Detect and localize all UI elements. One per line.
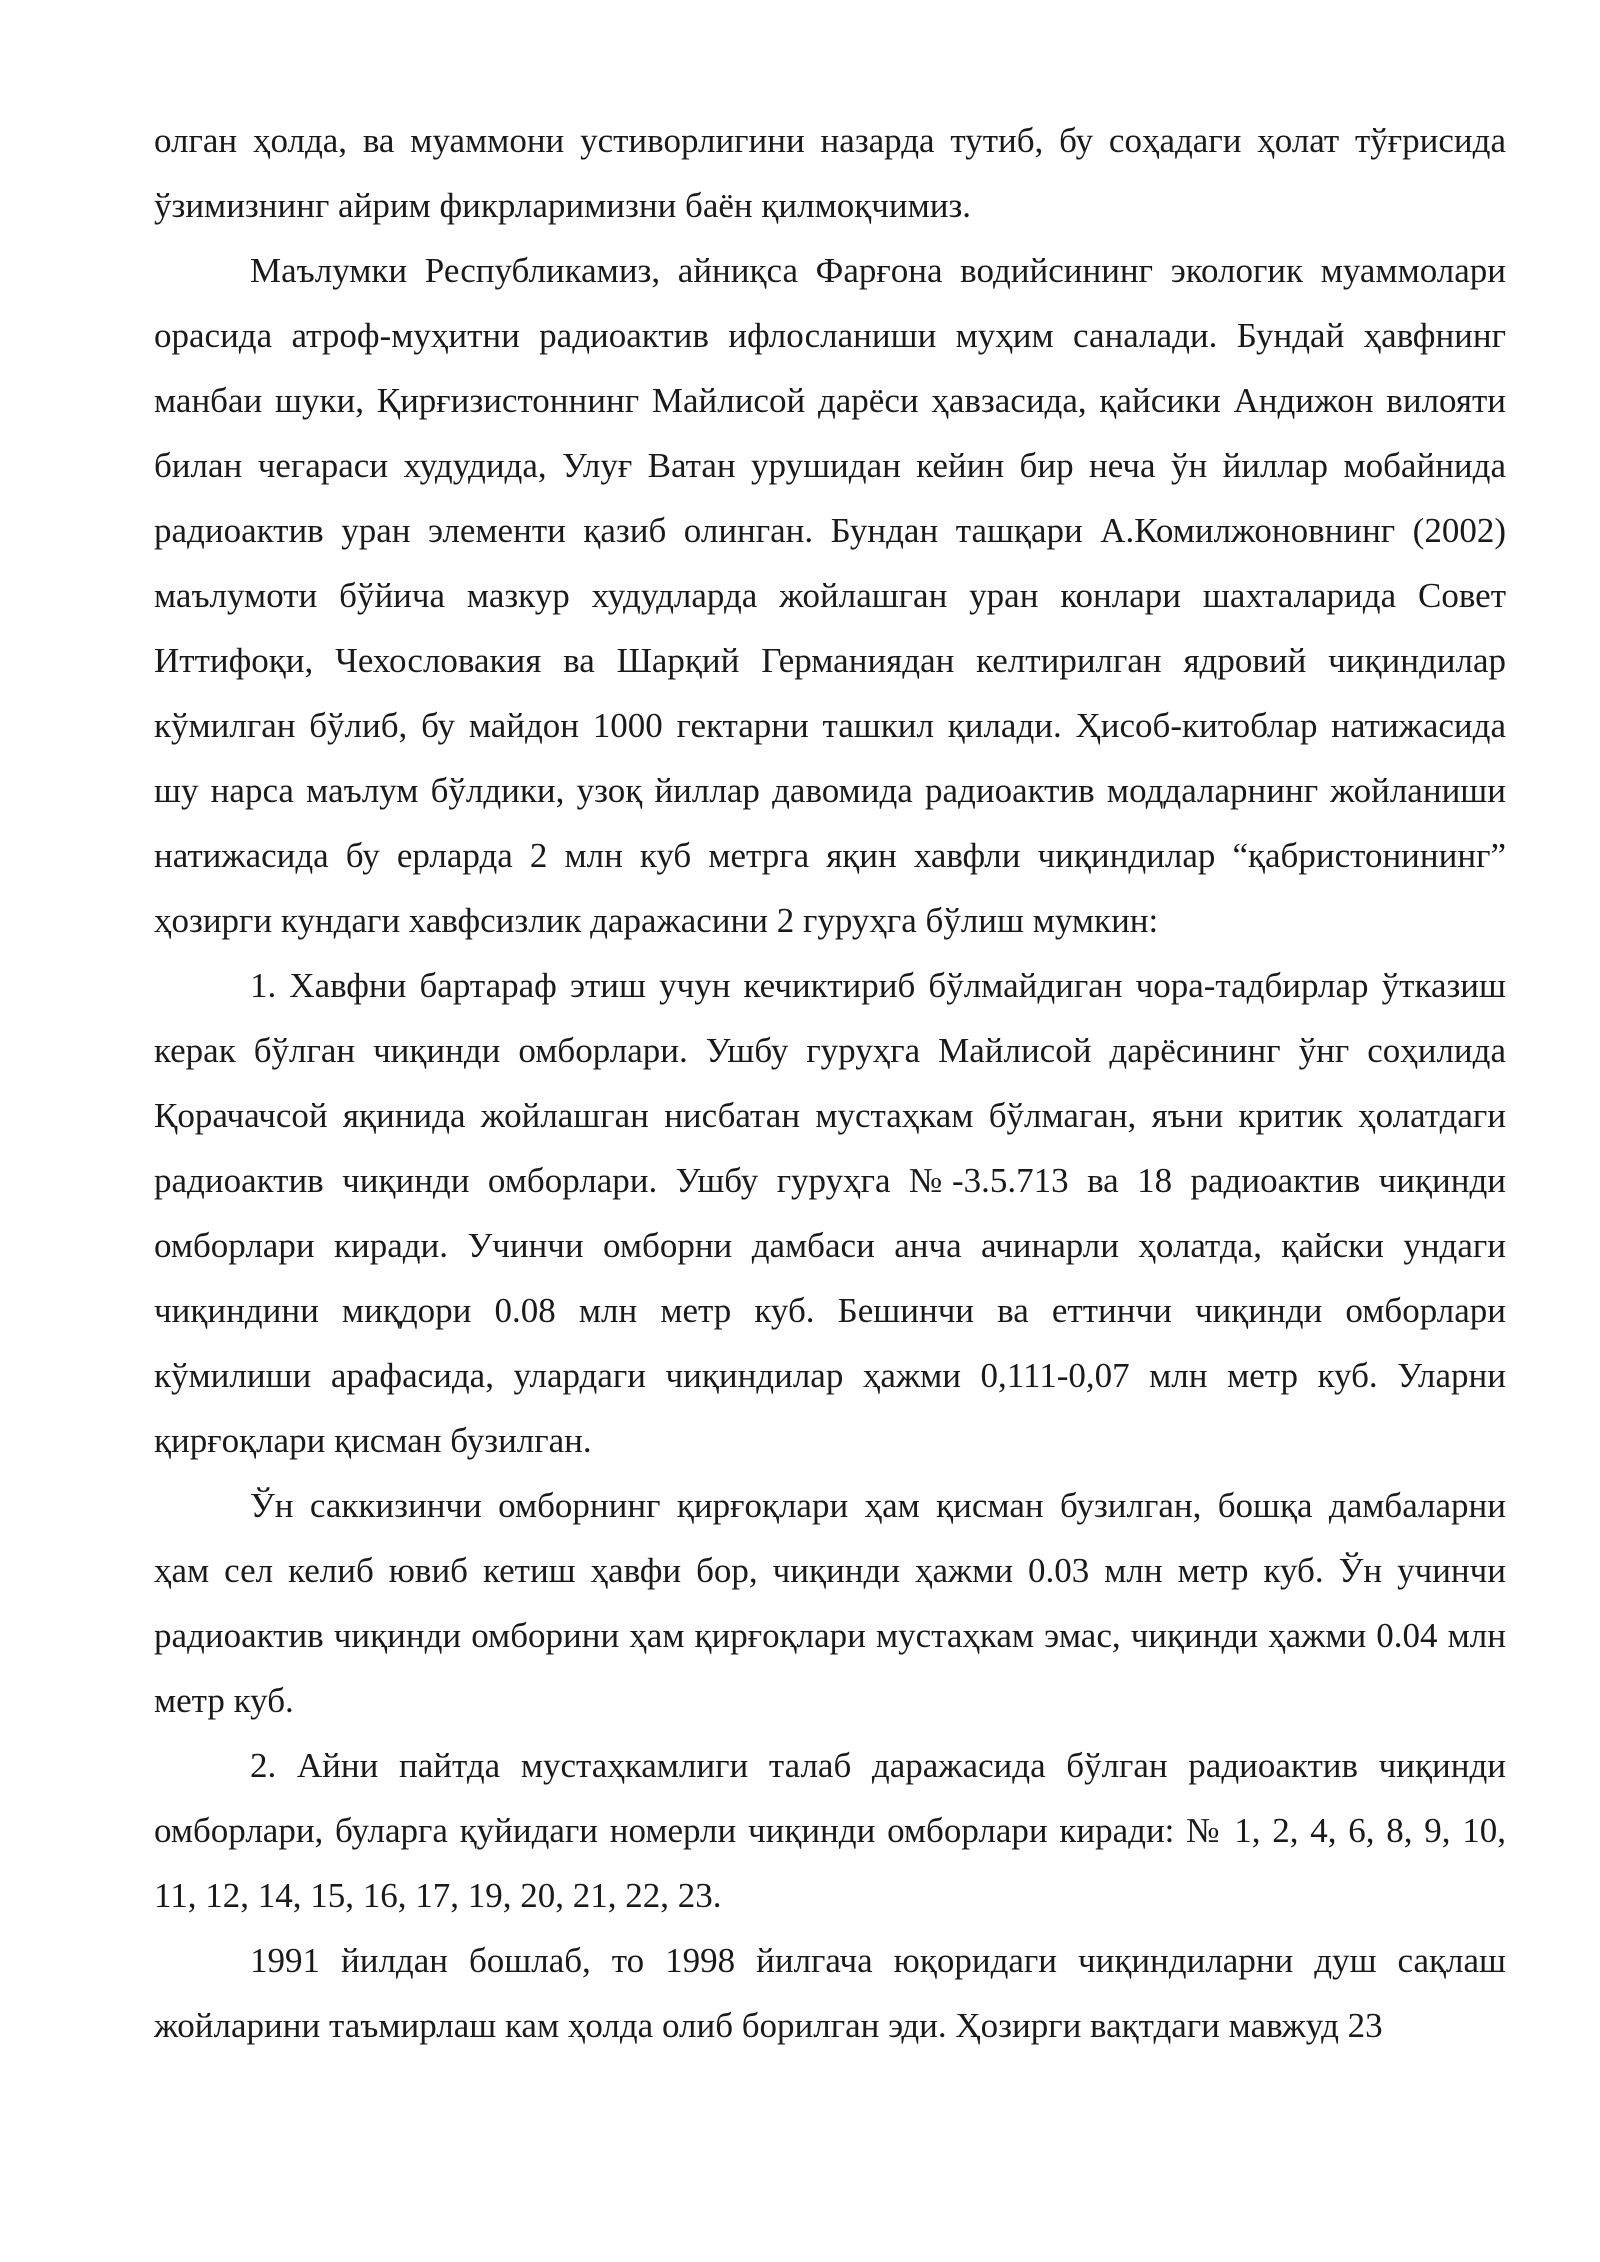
paragraph-eighteenth-storage: Ўн саккизинчи омборнинг қирғоқлари ҳам қисман бузилган, бошқа дамбаларни ҳам сел келиб ювиб кетиш ҳавфи бор, чиқинди ҳажми 0.03 млн метр куб. Ўн учинчи радиоактив чиқинди омборини ҳам қирғоқлари мустаҳкам эмас, чиқинди ҳажми 0.04 млн метр куб. [154, 1486, 1506, 1720]
body-text [154, 108, 1506, 2058]
paragraph-group-one: 1. Хавфни бартараф этиш учун кечиктириб бўлмайдиган чора-тадбирлар ўтказиш керак бўлган чиқинди омборлари. Ушбу гуруҳга Майлисой дарёсининг ўнг соҳилида Қорачачсой яқинида жойлашган нисбатан мустаҳкам бўлмаган, яъни критик ҳолатдаги радиоактив чиқинди омборлари. Ушбу гуруҳга №-3.5.713 ва 18 радиоактив чиқинди омборлари киради. Учинчи омборни дамбаси анча ачинарли ҳолатда, қайски ундаги чиқиндини миқдори 0.08 млн метр куб. Бешинчи ва еттинчи чиқинди омборлари кўмилиши арафасида, улардаги чиқиндилар ҳажми 0,111-0,07 млн метр куб. Уларни қирғоқлари қисман бузилган. [154, 966, 1506, 1460]
paragraph-continuation: олган ҳолда, ва муаммони устиворлигини назарда тутиб, бу соҳадаги ҳолат тўғрисида ўзимизнинг айрим фикрларимизни баён қилмоқчимиз. [154, 121, 1506, 225]
paragraph-group-two: 2. Айни пайтда мустаҳкамлиги талаб даражасида бўлган радиоактив чиқинди омборлари, буларга қуйидаги номерли чиқинди омборлари киради: № 1, 2, 4, 6, 8, 9, 10, 11, 12, 14, 15, 16, 17, 19, 20, 21, 22, 23. [154, 1746, 1506, 1915]
paragraph-repairs-history: 1991 йилдан бошлаб, то 1998 йилгача юқоридаги чиқиндиларни душ сақлаш жойларини таъмирлаш кам ҳолда олиб борилган эди. Ҳозирги вақтдаги мавжуд 23 [154, 1941, 1506, 2045]
paragraph-radioactive-pollution: Маълумки Республикамиз, айниқса Фарғона водийсининг экологик муаммолари орасида атроф-муҳитни радиоактив ифлосланиши муҳим саналади. Бундай ҳавфнинг манбаи шуки, Қирғизистоннинг Майлисой дарёси ҳавзасида, қайсики Андижон вилояти билан чегараси худудида, Улуғ Ватан урушидан кейин бир неча ўн йиллар мобайнида радиоактив уран элементи қазиб олинган. Бундан ташқари А.Комилжоновнинг (2002) маълумоти бўйича мазкур худудларда жойлашган уран конлари шахталарида Совет Иттифоқи, Чехословакия ва Шарқий Германиядан келтирилган ядровий чиқиндилар кўмилган бўлиб, бу майдон 1000 гектарни ташкил қилади. Ҳисоб-китоблар натижасида шу нарса маълум бўлдики, узоқ йиллар давомида радиоактив моддаларнинг жойланиши натижасида бу ерларда 2 млн куб метрга яқин хавфли чиқиндилар “қабристонининг” ҳозирги кундаги хавфсизлик даражасини 2 гуруҳга бўлиш мумкин: [154, 251, 1506, 940]
